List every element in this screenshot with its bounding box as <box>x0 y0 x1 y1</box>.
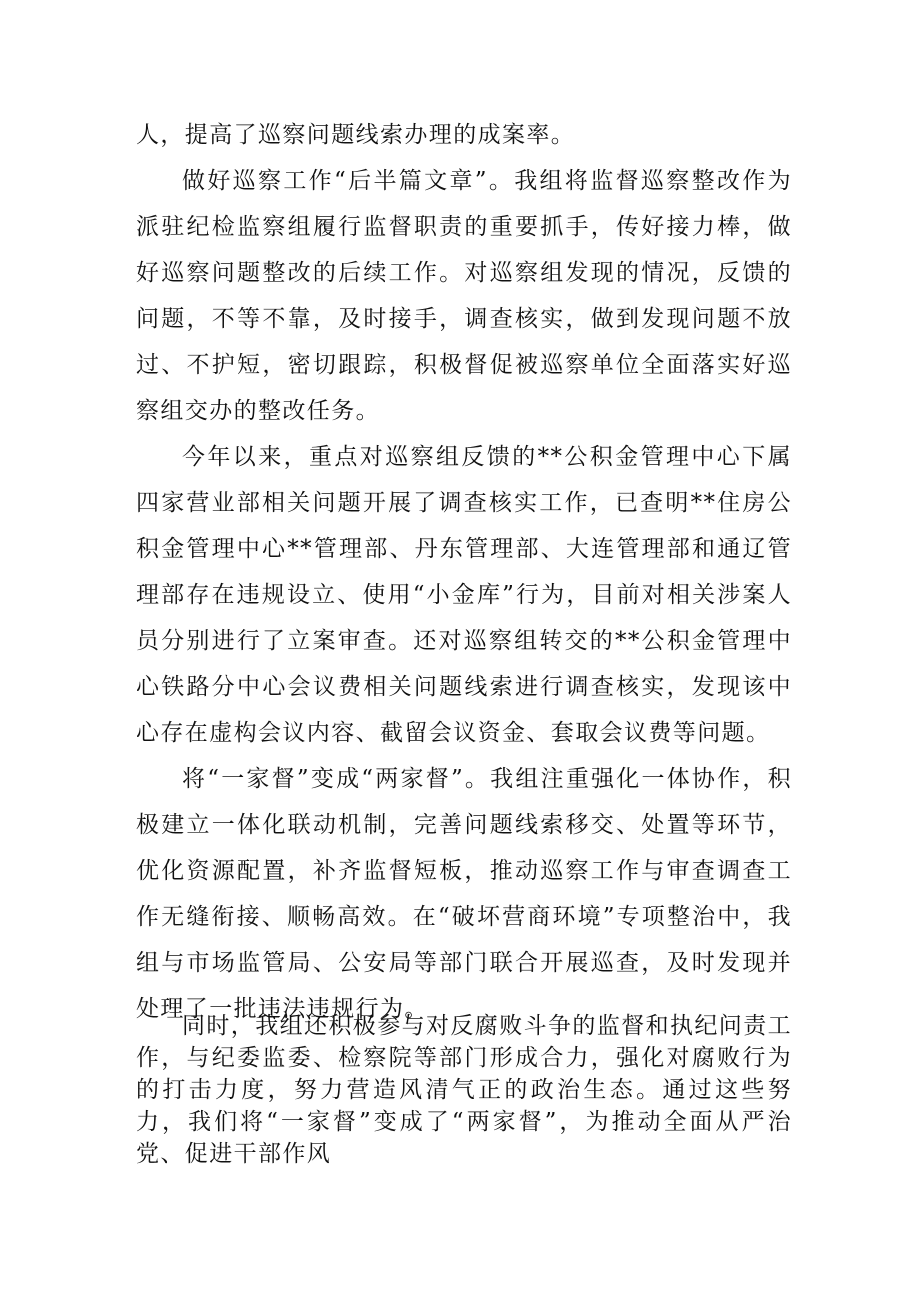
paragraph-continuation: 人，提高了巡察问题线索办理的成案率。 <box>136 122 576 148</box>
paragraph-investigation-results: 今年以来，重点对巡察组反馈的**公积金管理中心下属四家营业部相关问题开展了调查核实工作，已查明**住房公积金管理中心**管理部、丹东管理部、大连管理部和通辽管理部存在违规设立、使用“小金库”行为，目前对相关涉案人员分别进行了立案审查。还对巡察组转交的**公积金管理中心铁路分中心会议费相关问题线索进行调查核实，发现该中心存在虚构会议内容、截留会议资金、套取会议费等问题。 <box>136 444 792 746</box>
paragraph-inspection-follow-up: 做好巡察工作“后半篇文章”。我组将监督巡察整改作为派驻纪检监察组履行监督职责的重要抓手，传好接力棒，做好巡察问题整改的后续工作。对巡察组发现的情况，反馈的问题，不等不靠，及时接手，调查核实，做到发现问题不放过、不护短，密切跟踪，积极督促被巡察单位全面落实好巡察组交办的整改任务。 <box>136 168 792 424</box>
body-text-tight-spacing <box>136 1010 792 1170</box>
paragraph-joint-supervision: 将“一家督”变成“两家督”。我组注重强化一体协作，积极建立一体化联动机制，完善问题线索移交、处置等环节，优化资源配置，补齐监督短板，推动巡察工作与审查调查工作无缝衔接、顺畅高效。在“破坏营商环境”专项整治中，我组与市场监管局、公安局等部门联合开展巡查，及时发现并处理了一批违法违规行为。 <box>136 766 792 1022</box>
body-text-wide-spacing <box>136 112 792 1032</box>
paragraph-anti-corruption: 同时，我组还积极参与对反腐败斗争的监督和执纪问责工作，与纪委监委、检察院等部门形成合力，强化对腐败行为的打击力度，努力营造风清气正的政治生态。通过这些努力，我们将“一家督”变成了“两家督”，为推动全面从严治党、促进干部作风 <box>136 1013 792 1167</box>
